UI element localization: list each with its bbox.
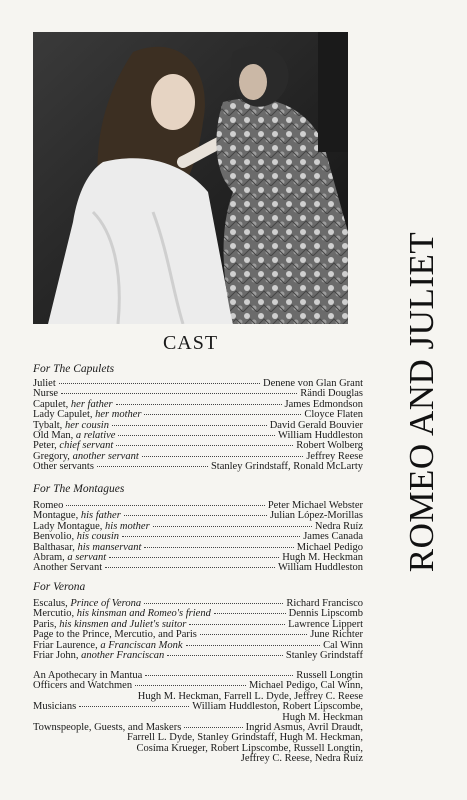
cast-row xyxy=(33,702,363,712)
dot-leader xyxy=(97,466,208,467)
cast-heading: CAST xyxy=(162,332,219,354)
role-name: Musicians xyxy=(33,701,77,713)
actor-name: William Huddleston xyxy=(277,562,363,574)
actor-name: Cloyce Flaten xyxy=(304,409,363,421)
actor-name: June Richter xyxy=(310,629,363,641)
dot-leader xyxy=(66,505,264,506)
actor-name: James Canada xyxy=(303,531,363,543)
role-description: a Franciscan Monk xyxy=(100,639,183,651)
actor-name: Stanley Grindstaff, Ronald McLarty xyxy=(210,461,363,473)
role-name: Other servants xyxy=(33,461,94,473)
role-name: An Apothecary in Mantua xyxy=(33,670,143,681)
role-name: Paris, his kinsmen and Juliet's suitor xyxy=(33,618,187,630)
dot-leader xyxy=(145,675,293,676)
actor-name: James Edmondson xyxy=(284,398,363,410)
dot-leader xyxy=(116,445,293,446)
actor-name: Michael Pedigo xyxy=(296,541,363,553)
role-name: Mercutio, his kinsman and Romeo's friend xyxy=(33,608,211,620)
role-description: chief servant xyxy=(59,440,114,452)
role-description: her mother xyxy=(95,409,142,421)
section-heading-montagues: For The Montagues xyxy=(33,483,125,495)
role-name: Gregory, another servant xyxy=(33,450,139,462)
dot-leader xyxy=(153,526,312,527)
actor-name: Cal Winn xyxy=(323,639,363,651)
dot-leader xyxy=(116,404,282,405)
cast-row xyxy=(33,563,363,573)
play-title-vertical xyxy=(382,192,462,612)
montagues-cast-list xyxy=(33,501,363,574)
role-description: another Franciscan xyxy=(81,649,165,661)
actor-name: Hugh M. Heckman xyxy=(282,551,363,563)
dot-leader xyxy=(167,655,283,656)
role-description: her cousin xyxy=(64,419,109,431)
actor-name: Dennis Lipscomb xyxy=(288,608,363,620)
role-name: Lady Capulet, her mother xyxy=(33,409,142,421)
role-name: Romeo xyxy=(33,500,64,511)
actor-name: Rändi Douglas xyxy=(300,388,363,400)
role-description: a relative xyxy=(75,429,116,441)
role-description: his kinsmen and Juliet's suitor xyxy=(59,618,187,630)
actor-name: Michael Pedigo, Cal Winn, xyxy=(249,680,363,692)
role-name: Lady Montague, his mother xyxy=(33,520,150,532)
dot-leader xyxy=(184,727,242,728)
actor-name: Robert Wolberg xyxy=(296,440,363,452)
stage-photo-juliet-and-nurse xyxy=(33,32,348,324)
actor-continuation: Hugh M. Heckman, Farrell L. Dyde, Jeffrey C. Reese xyxy=(137,690,363,702)
dot-leader xyxy=(61,393,297,394)
actor-name: Peter Michael Webster xyxy=(267,500,363,511)
verona-cast-list xyxy=(33,599,363,661)
role-name: Capulet, her father xyxy=(33,398,113,410)
role-description: a servant xyxy=(67,551,107,563)
cast-row xyxy=(33,462,363,472)
role-description: his father xyxy=(80,510,121,522)
role-name: Benvolio, his cousin xyxy=(33,531,120,543)
dot-leader xyxy=(189,624,285,625)
dot-leader xyxy=(186,645,320,646)
section-heading-verona: For Verona xyxy=(33,581,86,593)
role-description: his mother xyxy=(105,520,150,532)
role-description: Prince of Verona xyxy=(70,598,142,609)
role-name: Montague, his father xyxy=(33,510,121,522)
dot-leader xyxy=(79,706,189,707)
dot-leader xyxy=(59,383,260,384)
dot-leader xyxy=(144,603,283,604)
role-name: Another Servant xyxy=(33,562,103,574)
actor-name: Lawrence Lippert xyxy=(288,618,363,630)
role-name: Juliet xyxy=(33,378,56,389)
role-name: Old Man, a relative xyxy=(33,429,116,441)
actor-name: Julian López-Morillas xyxy=(269,510,363,522)
dot-leader xyxy=(142,456,304,457)
role-description: another servant xyxy=(72,450,139,462)
actor-name: Nedra Ruíz xyxy=(314,520,363,532)
actor-continuation: Farrell L. Dyde, Stanley Grindstaff, Hugh M. Heckman, xyxy=(126,732,363,744)
role-name: Balthasar, his manservant xyxy=(33,541,142,553)
actor-name: Jeffrey Reese xyxy=(306,450,363,462)
role-description: his cousin xyxy=(76,531,120,543)
dot-leader xyxy=(105,567,275,568)
dot-leader xyxy=(124,515,267,516)
actor-name: William Huddleston, Robert Lipscombe, xyxy=(192,701,363,713)
role-description: his manservant xyxy=(77,541,142,553)
other-roles-list xyxy=(33,671,363,765)
actor-name: William Huddleston xyxy=(277,429,363,441)
role-name: Friar John, another Franciscan xyxy=(33,649,165,661)
actor-continuation: Hugh M. Heckman xyxy=(282,711,363,723)
role-name: Tybalt, her cousin xyxy=(33,419,109,431)
role-name: Friar Laurence, a Franciscan Monk xyxy=(33,639,183,651)
dot-leader xyxy=(214,613,286,614)
role-name: Officers and Watchmen xyxy=(33,680,133,692)
actor-continuation: Jeffrey C. Reese, Nedra Ruíz xyxy=(240,753,363,765)
role-name: Abram, a servant xyxy=(33,551,107,563)
actor-name: Denene von Glan Grant xyxy=(262,378,363,389)
capulets-cast-list xyxy=(33,379,363,473)
role-name: Page to the Prince, Mercutio, and Paris xyxy=(33,629,197,641)
role-name: Nurse xyxy=(33,388,59,400)
actor-continuation: Cosíma Krueger, Robert Lipscombe, Russell Longtin, xyxy=(136,742,363,754)
actor-name: Ingrid Asmus, Avril Draudt, xyxy=(245,721,363,733)
dot-leader xyxy=(112,425,267,426)
dot-leader xyxy=(135,685,246,686)
dot-leader xyxy=(200,634,307,635)
role-description: her father xyxy=(70,398,113,410)
section-heading-capulets: For The Capulets xyxy=(33,363,115,375)
actor-name: Russell Longtin xyxy=(296,670,363,681)
dot-leader xyxy=(122,536,300,537)
role-description: his kinsman and Romeo's friend xyxy=(76,608,211,620)
production-photo xyxy=(33,32,348,324)
play-title: ROMEO AND JULIET xyxy=(402,231,442,573)
role-name: Escalus, Prince of Verona xyxy=(33,598,142,609)
actor-name: Stanley Grindstaff xyxy=(285,649,363,661)
actor-name: David Gerald Bouvier xyxy=(269,419,363,431)
dot-leader xyxy=(118,435,275,436)
role-name: Townspeople, Guests, and Maskers xyxy=(33,721,182,733)
actor-name: Richard Francisco xyxy=(286,598,363,609)
dot-leader xyxy=(109,557,279,558)
dot-leader xyxy=(144,414,301,415)
role-name: Peter, chief servant xyxy=(33,440,114,452)
dot-leader xyxy=(144,547,293,548)
cast-row xyxy=(33,651,363,661)
